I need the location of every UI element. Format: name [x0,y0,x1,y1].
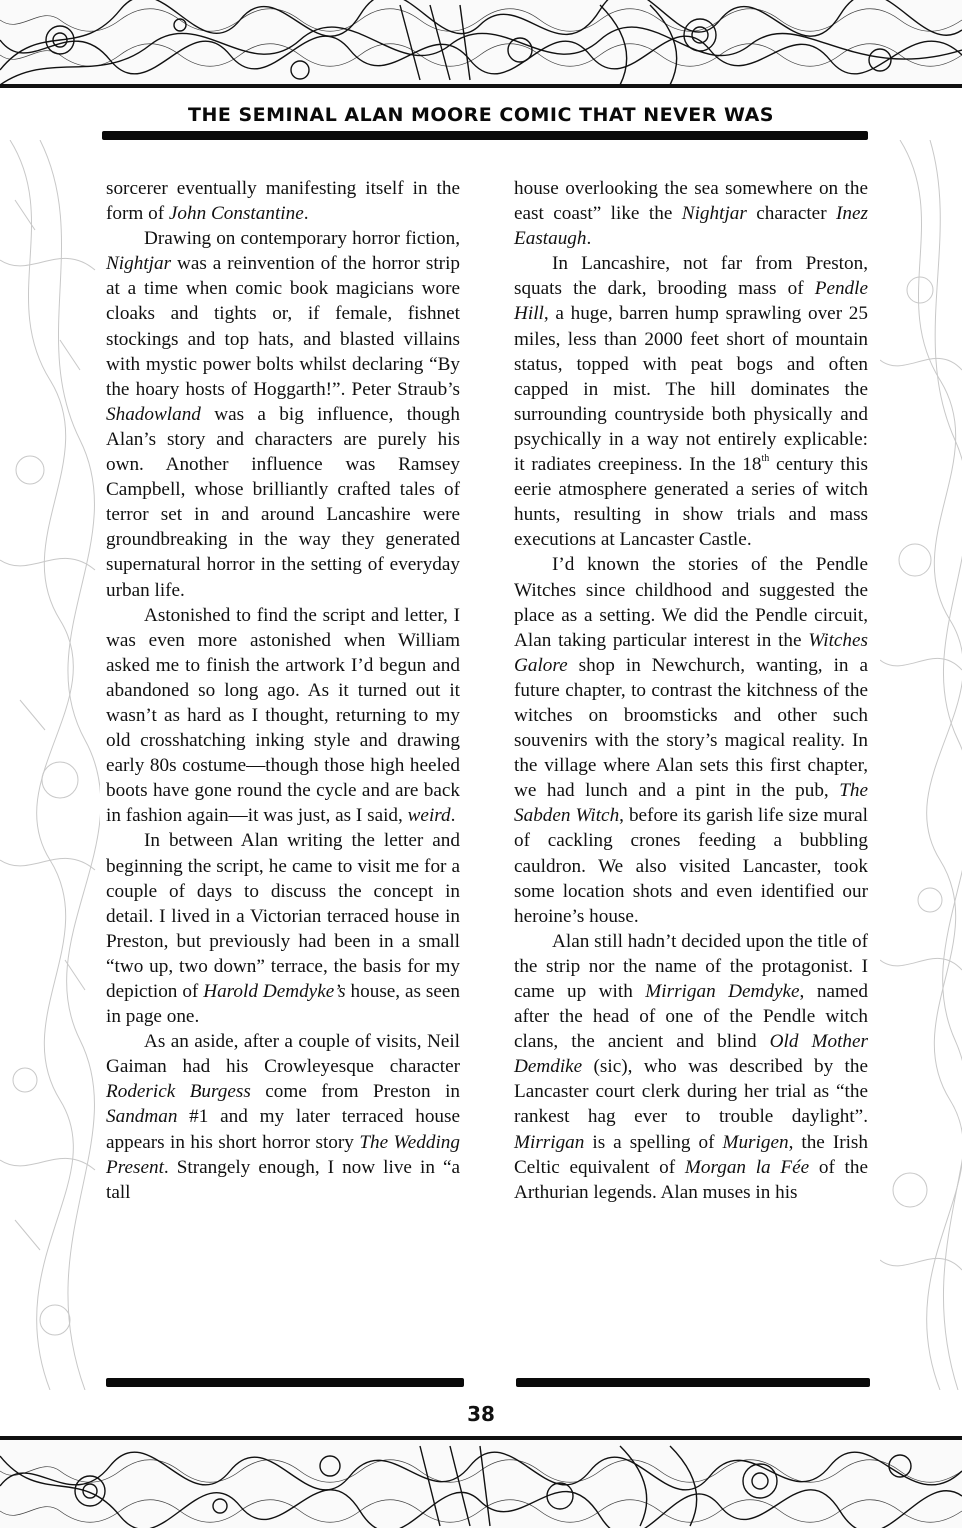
top-decorative-border [0,0,962,88]
right-paragraph-3: I’d known the stories of the Pendle Witches since childhood and suggested the place as a setting. We did the Pendle circuit, Alan taking particular interest in the Witches Galore shop in Newchurch, wanting, in a future chapter, to contrast the kitchness of the witches on broomsticks and other such souvenirs with the story’s magical reality. In the village where Alan sets this first chapter, we had lunch and a pint in the pub, The Sabden Witch, before its garish life size mural of cackling crones feeding a bubbling cauldron. We also visited Lancaster, took some location shots and even identified our heroine’s house. [514,554,868,927]
right-border-illustration [880,140,962,1390]
left-paragraph-3: Astonished to find the script and letter, I was even more astonished when William asked me to finish the artwork I’d begun and abandoned so long ago. As it turned out it wasn’t as hard as I thought, returning to my old crosshatching inking style and drawing early 80s costume—though those high heeled boots have gone round the cycle and are back in fashion again—it was just, as I said, weird. [106,604,460,827]
header-rule [102,131,868,140]
right-decorative-border [880,140,962,1390]
right-paragraph-2: In Lancashire, not far from Preston, squats the dark, brooding mass of Pendle Hill, a huge, barren hump sprawling over 25 miles, less than 2000 feet short of mountain status, topped with peat bogs and often capped in mist. The hill dominates the surrounding countryside both physically and psychically in a way not entirely explicable: it radiates creepiness. In the 18th century this eerie atmosphere generated a series of witch hunts, resulting in show trials and mass executions at Lancaster Castle. [514,253,868,551]
ordinal-superscript: th [761,453,770,465]
left-border-illustration [0,140,100,1390]
footer-rule-left [106,1378,464,1387]
bottom-border-illustration [0,1436,962,1528]
left-paragraph-2: Drawing on contemporary horror fiction, Nightjar was a reinvention of the horror strip at a time when comic book magicians wore cloaks and tights or, if female, fishnet stockings and top hats, and blasted villains with mystic power bolts whilst declaring “By the hoary hosts of Hoggarth!”. Peter Straub’s Shadowland was a big influence, though Alan’s story and characters are purely his own. Another influence was Ramsey Campbell, whose brilliantly crafted tales of terror set in and around Lancashire were groundbreaking in the way they generated supernatural horror in the setting of everyday urban life. [106,228,460,601]
left-paragraph-4: In between Alan writing the letter and beginning the script, he came to visit me for a couple of days to discuss the concept in detail. I lived in a Victorian terraced house in Preston, but previously had been in a small “two up, two down” terrace, the basis for my depiction of Harold Demdyke’s house, as seen in page one. [106,830,461,1028]
running-header: THE SEMINAL ALAN MOORE COMIC THAT NEVER WAS [188,104,774,126]
left-decorative-border [0,140,100,1390]
left-paragraph-5: As an aside, after a couple of visits, Neil Gaiman had his Crowleyesque character Roderick Burgess come from Preston in Sandman #1 and my later terraced house appears in his short horror story The Wedding Present. Strangely enough, I now live in “a tall [106,1031,460,1203]
top-border-illustration [0,0,962,88]
page-number: 38 [467,1402,495,1426]
right-paragraph-1: house overlooking the sea somewhere on the east coast” like the Nightjar character Inez Eastaugh. [514,178,868,250]
footer-rule-right [516,1378,870,1387]
right-paragraph-4: Alan still hadn’t decided upon the title of the strip nor the name of the protagonist. I came up with Mirrigan Demdyke, named after the head of one of the Pendle witch clans, the ancient and blind Old Mother Demdike (sic), who was described by the Lancaster court clerk during her trial as “the rankest hag ever to trouble daylight”. Mirrigan is a spelling of Murigen, the Irish Celtic equivalent of Morgan la Fée of the Arthurian legends. Alan muses in his [514,930,868,1203]
left-column [106,176,460,1205]
right-column [514,176,868,1205]
left-paragraph-1: sorcerer eventually manifesting itself in the form of John Constantine. [106,178,460,225]
bottom-decorative-border [0,1436,962,1528]
